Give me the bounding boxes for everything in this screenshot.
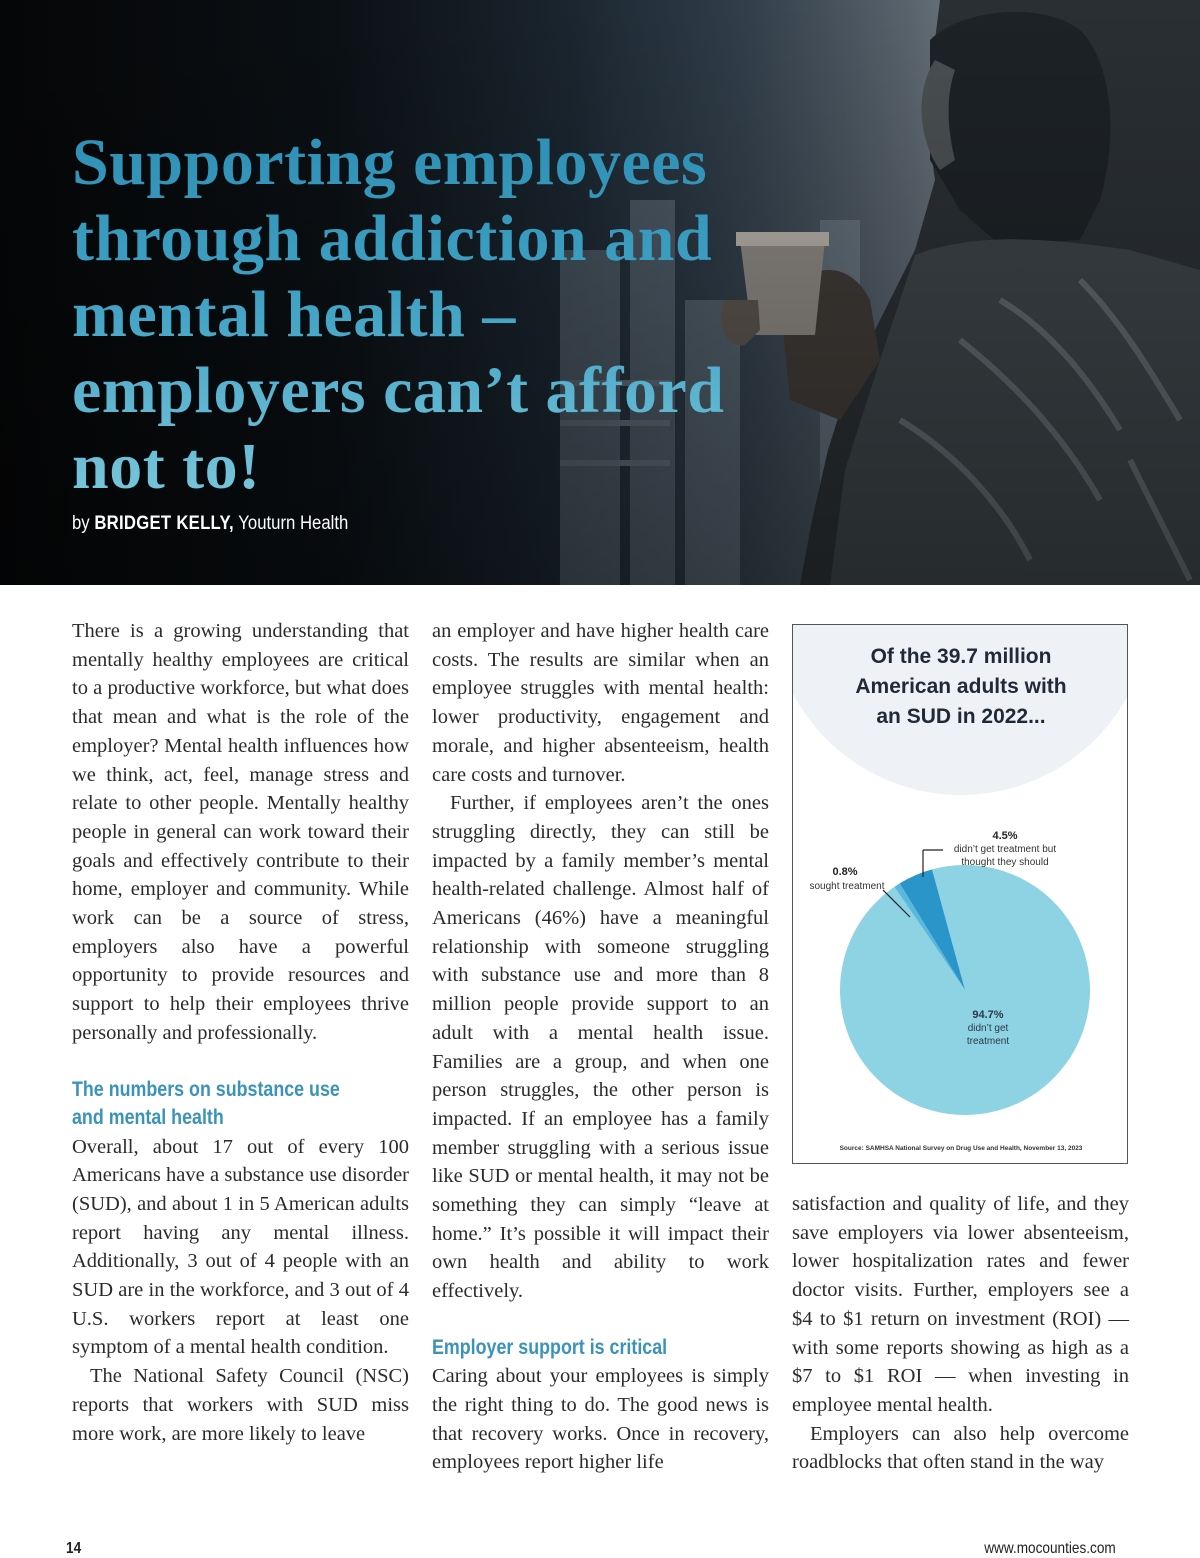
byline [72, 513, 348, 535]
page-number: 14 [66, 1540, 82, 1557]
slice-label-4-5-line-1: didn’t get treatment but [953, 844, 1057, 855]
section-heading-employer: Employer support is critical [432, 1335, 668, 1359]
website-url: www.mocounties.com [984, 1540, 1116, 1557]
author-affiliation: Youturn Health [238, 513, 349, 534]
paragraph: The National Safety Council (NSC) reports that workers with SUD miss more work, are more likely to leave [72, 1365, 409, 1445]
slice-pct-0-8: 0.8% [832, 866, 858, 878]
section-heading-line: and mental health [72, 1106, 224, 1130]
column-3 [792, 1190, 1129, 1477]
chart-title-line-3: an SUD in 2022... [876, 705, 1046, 728]
pie-slices [840, 865, 1090, 1115]
author-name: BRIDGET KELLY, [94, 513, 234, 534]
paragraph: Further, if employees aren’t the ones struggling directly, they can still be impacted by a family member’s mental health-related challenge. Almost half of Americans (46%) have a meaningful relationship with someone struggling with substance use and more than 8 million people provide support to an adult with a mental health issue. Families are a group, and when one person struggles, the other person is impacted. If an employee has a family member struggling with a serious issue like SUD or mental health, it may not be something they can simply “leave at home.” It’s possible it will impact their own health and ability to work effectively. [432, 792, 769, 1303]
paragraph: There is a growing understanding that mentally healthy employees are critical to a productive workforce, but what does that mean and what is the role of the employer? Mental health influences how we think, act, feel, manage stress and relate to other people. Mentally healthy people in general can work toward their goals and effectively contribute to their home, employer and community. While work can be a source of stress, employers also have a powerful opportunity to provide resources and support to help their employees thrive personally and professionally. [72, 620, 409, 1044]
byline-prefix: by [72, 513, 90, 534]
hero-banner [0, 0, 1200, 585]
section-heading-line: The numbers on substance use [72, 1077, 340, 1101]
paragraph: satisfaction and quality of life, and they save employers via lower absenteeism, lower hospitalization rates and fewer doctor visits. Further, employers see a $4 to $1 return on investment (ROI) — with some reports showing as high as a $7 to $1 ROI — when investing in employee mental health. [792, 1193, 1129, 1416]
column-2 [432, 617, 769, 1477]
chart-title-line-2: American adults with [855, 675, 1067, 698]
slice-pct-4-5: 4.5% [992, 830, 1018, 842]
column-1 [72, 617, 409, 1448]
slice-label-94-7-line-1: didn’t get [967, 1023, 1009, 1034]
paragraph: Employers can also help overcome roadblocks that often stand in the way [792, 1422, 1129, 1474]
slice-label-94-7-line-2: treatment [966, 1036, 1010, 1047]
paragraph: Caring about your employees is simply the right thing to do. The good news is that recovery works. Once in recovery, employees report higher life [432, 1365, 769, 1474]
pie-chart-svg [793, 625, 1128, 1164]
sud-pie-chart [792, 624, 1128, 1164]
slice-label-4-5-line-2: thought they should [961, 857, 1049, 868]
chart-title-line-1: Of the 39.7 million [870, 645, 1052, 668]
article-headline: Supporting employees through addiction and mental health – employers can’t afford not to! [72, 125, 772, 505]
slice-label-0-8: sought treatment [809, 881, 885, 892]
slice-pct-94-7: 94.7% [972, 1009, 1004, 1021]
chart-source: Source: SAMHSA National Survey on Drug Use and Health, November 13, 2023 [839, 1145, 1083, 1152]
section-heading-numbers [72, 1076, 358, 1133]
paragraph: Overall, about 17 out of every 100 Americans have a substance use disorder (SUD), and about 1 in 5 American adults report having any mental illness. Additionally, 3 out of 4 people with an SUD are in the workforce, and 3 out of 4 U.S. workers report at least one symptom of a mental health condition. [72, 1135, 409, 1359]
paragraph: an employer and have higher health care costs. The results are similar when an employee struggles with mental health: lower productivity, engagement and morale, and higher absenteeism, health care costs and turnover. [432, 620, 769, 786]
